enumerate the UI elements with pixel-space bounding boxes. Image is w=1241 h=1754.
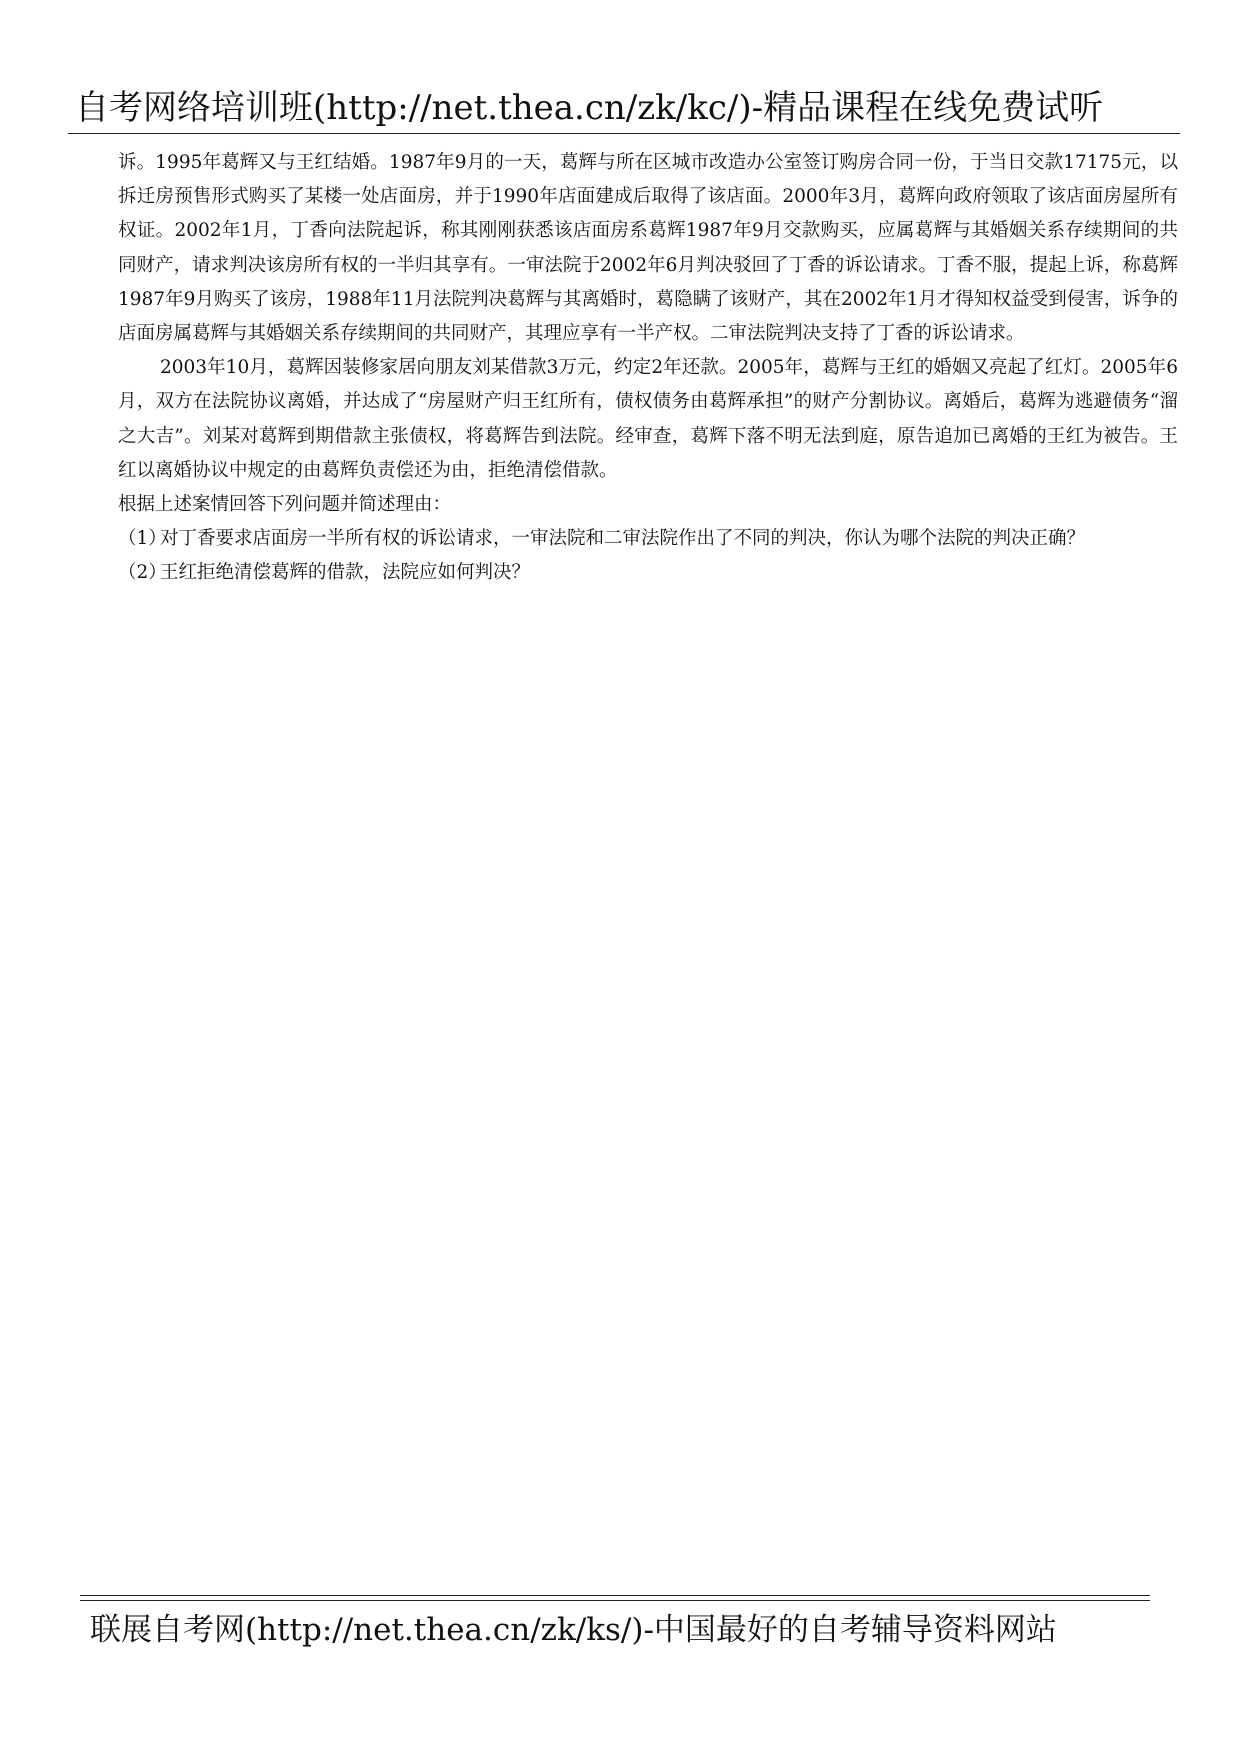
page-header-title: 自考网络培训班(http://net.thea.cn/zk/kc/)-精品课程在线免费试听: [75, 88, 1104, 128]
question-item-2: [118, 556, 1178, 590]
questions-prompt: 根据上述案情回答下列问题并简述理由：: [118, 494, 452, 516]
question-text: 对丁香要求店面房一半所有权的诉讼请求，一审法院和二审法院作出了不同的判决，你认为哪个法院的判决正确？: [160, 528, 1086, 550]
question-number: （2）: [118, 562, 167, 584]
paragraph-1: 诉。1995年葛辉又与王红结婚。1987年9月的一天，葛辉与所在区城市改造办公室签订购房合同一份，于当日交款17175元，以拆迁房预售形式购买了某楼一处店面房，并于1990年店面建成后取得了该店面。2000年3月，葛辉向政府领取了该店面房屋所有权证。2002年1月，丁香向法院起诉，称其刚刚获悉该店面房系葛辉1987年9月交款购买，应属葛辉与其婚姻关系存续期间的共同财产，请求判决该房所有权的一半归其享有。一审法院于2002年6月判决驳回了丁香的诉讼请求。丁香不服，提起上诉，称葛辉1987年9月购买了该房，1988年11月法院判决葛辉与其离婚时，葛隐瞒了该财产，其在2002年1月才得知权益受到侵害，诉争的店面房属葛辉与其婚姻关系存续期间的共同财产，其理应享有一半产权。二审法院判决支持了丁香的诉讼请求。: [118, 152, 1178, 345]
footer-divider: [80, 1595, 1150, 1601]
header-divider: [68, 133, 1180, 134]
page-footer-text: 联展自考网(http://net.thea.cn/zk/ks/)-中国最好的自考辅导资料网站: [90, 1612, 1057, 1648]
document-body: [118, 146, 1178, 591]
question-text: 王红拒绝清偿葛辉的借款，法院应如何判决？: [160, 562, 531, 584]
paragraph-2: 2003年10月，葛辉因装修家居向朋友刘某借款3万元，约定2年还款。2005年，葛辉与王红的婚姻又亮起了红灯。2005年6月，双方在法院协议离婚，并达成了“房屋财产归王红所有，债权债务由葛辉承担”的财产分割协议。离婚后，葛辉为逃避债务“溜之大吉”。刘某对葛辉到期借款主张债权，将葛辉告到法院。经审查，葛辉下落不明无法到庭，原告追加已离婚的王红为被告。王红以离婚协议中规定的由葛辉负责偿还为由，拒绝清偿借款。: [118, 357, 1178, 481]
question-item-1: [118, 522, 1178, 556]
question-list: [118, 522, 1178, 590]
question-number: （1）: [118, 528, 167, 550]
